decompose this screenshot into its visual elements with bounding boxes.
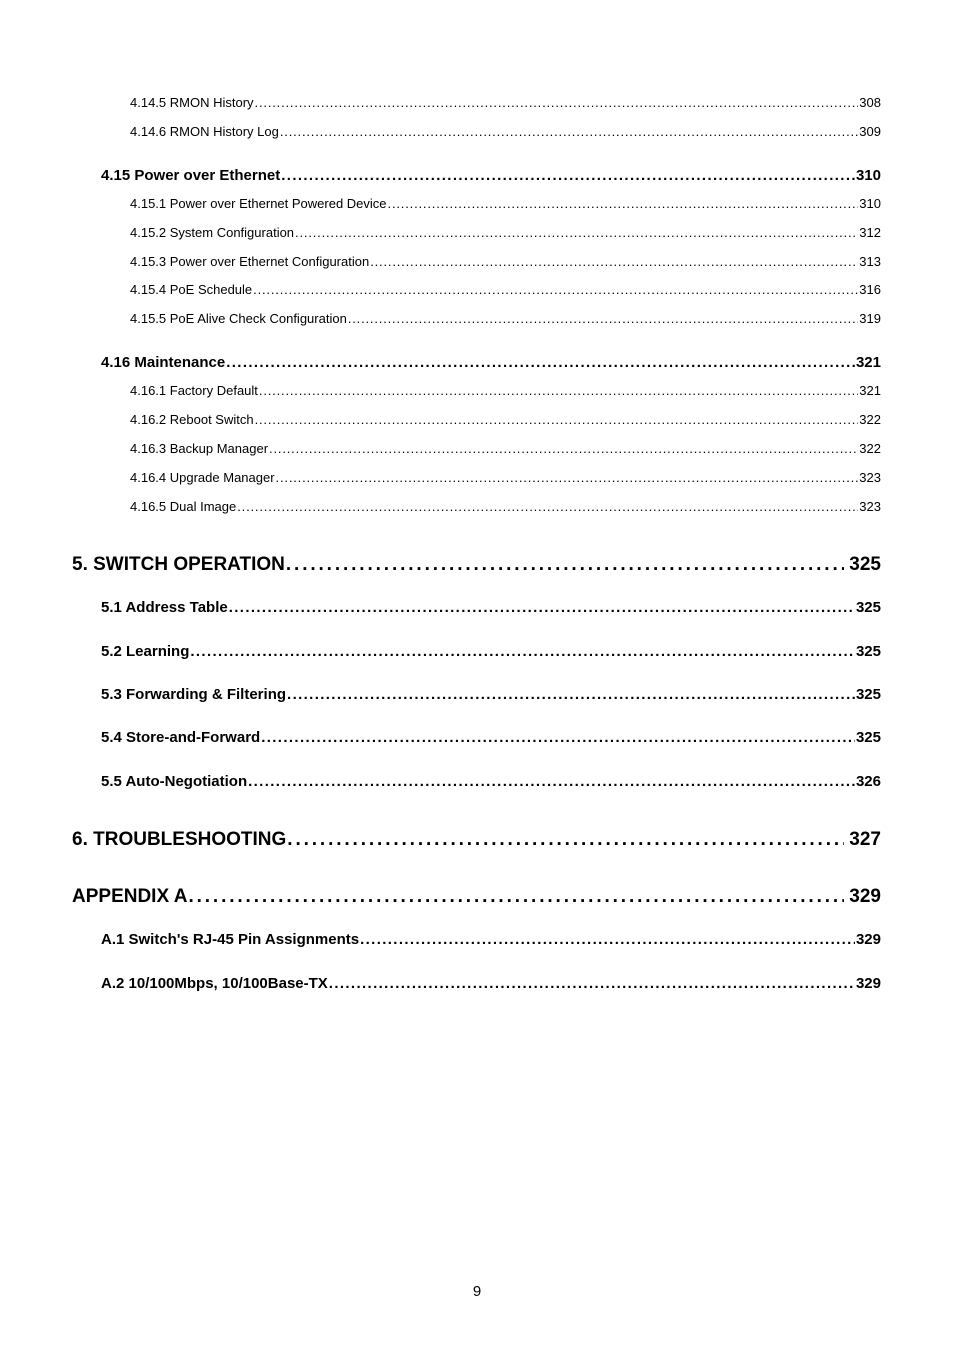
toc-entry[interactable]	[72, 829, 881, 853]
toc-entry-title: 4.14.6 RMON History Log	[130, 124, 279, 139]
toc-entry-title: A.1 Switch's RJ-45 Pin Assignments	[101, 931, 360, 948]
toc-entry-title: 5.1 Address Table	[101, 599, 228, 616]
toc-entry-page: 325	[855, 729, 881, 746]
dot-leader	[237, 499, 858, 514]
toc-entry[interactable]	[101, 975, 881, 995]
toc-entry-page: 321	[859, 383, 881, 398]
toc-entry-title: 4.16 Maintenance	[101, 354, 226, 371]
toc-entry[interactable]	[101, 354, 881, 374]
toc-entry[interactable]	[130, 282, 881, 300]
toc-entry-page: 308	[859, 95, 881, 110]
toc-entry-title: 4.15.2 System Configuration	[130, 225, 295, 240]
toc-entry-page: 310	[855, 167, 881, 184]
toc-entry[interactable]	[101, 643, 881, 663]
dot-leader	[287, 829, 844, 851]
toc-entry-title: 4.15.4 PoE Schedule	[130, 282, 253, 297]
toc-entry-title: 4.14.5 RMON History	[130, 95, 254, 110]
toc-entry[interactable]	[101, 773, 881, 793]
dot-leader	[269, 441, 858, 456]
toc-entry-page: 325	[849, 554, 881, 575]
dot-leader	[253, 282, 858, 297]
toc-entry[interactable]	[130, 412, 881, 430]
toc-entry-title: 5.4 Store-and-Forward	[101, 729, 261, 746]
dot-leader	[248, 773, 855, 790]
toc-entry[interactable]	[130, 470, 881, 488]
toc-entry[interactable]	[72, 886, 881, 910]
toc-entry-page: 329	[855, 975, 881, 992]
page-number: 9	[472, 1283, 482, 1300]
dot-leader	[286, 554, 844, 576]
dot-leader	[329, 975, 855, 992]
toc-entry-page: 316	[859, 282, 881, 297]
toc-entry-title: 5.3 Forwarding & Filtering	[101, 686, 287, 703]
toc-entry[interactable]	[101, 931, 881, 951]
toc-entry[interactable]	[130, 196, 881, 214]
toc-entry-title: 6. TROUBLESHOOTING	[72, 829, 287, 850]
toc-entry-page: 322	[859, 412, 881, 427]
toc-entry-page: 323	[859, 499, 881, 514]
toc-entry-page: 321	[855, 354, 881, 371]
toc-entry[interactable]	[130, 383, 881, 401]
toc-entry[interactable]	[101, 686, 881, 706]
dot-leader	[280, 124, 858, 139]
toc-entry[interactable]	[130, 311, 881, 329]
toc-entry-page: 313	[859, 254, 881, 269]
toc-entry-title: APPENDIX A	[72, 886, 188, 907]
toc-entry-title: 4.15.5 PoE Alive Check Configuration	[130, 311, 347, 326]
dot-leader	[255, 95, 859, 110]
toc-entry[interactable]	[130, 254, 881, 272]
toc-entry-title: 5. SWITCH OPERATION	[72, 554, 285, 575]
dot-leader	[229, 599, 855, 616]
dot-leader	[276, 470, 859, 485]
toc-entry[interactable]	[130, 95, 881, 113]
dot-leader	[190, 643, 855, 660]
toc-entry-title: 5.2 Learning	[101, 643, 190, 660]
toc-entry-title: 4.16.5 Dual Image	[130, 499, 237, 514]
toc-entry[interactable]	[130, 124, 881, 142]
toc-entry-page: 309	[859, 124, 881, 139]
toc-entry[interactable]	[72, 554, 881, 578]
toc-entry-page: 326	[855, 773, 881, 790]
toc-entry-page: 323	[859, 470, 881, 485]
toc-entry-page: 325	[855, 686, 881, 703]
toc-entry-title: 4.16.4 Upgrade Manager	[130, 470, 275, 485]
toc-entry[interactable]	[130, 225, 881, 243]
toc-entry-title: 5.5 Auto-Negotiation	[101, 773, 248, 790]
toc-entry-page: 322	[859, 441, 881, 456]
toc-entry[interactable]	[101, 167, 881, 187]
toc-entry-page: 310	[859, 196, 881, 211]
dot-leader	[287, 686, 855, 703]
dot-leader	[360, 931, 855, 948]
dot-leader	[281, 167, 855, 184]
dot-leader	[348, 311, 858, 326]
dot-leader	[188, 886, 844, 908]
toc-entry-page: 312	[859, 225, 881, 240]
dot-leader	[255, 412, 859, 427]
dot-leader	[226, 354, 855, 371]
toc-entry-title: 4.16.2 Reboot Switch	[130, 412, 254, 427]
toc-entry-title: 4.16.3 Backup Manager	[130, 441, 269, 456]
toc-entry-title: 4.16.1 Factory Default	[130, 383, 258, 398]
dot-leader	[261, 729, 855, 746]
toc-entry-page: 329	[855, 931, 881, 948]
toc-entry-title: 4.15.1 Power over Ethernet Powered Device	[130, 196, 387, 211]
toc-entry[interactable]	[130, 441, 881, 459]
toc-entry[interactable]	[130, 499, 881, 517]
dot-leader	[370, 254, 858, 269]
toc-entry-page: 325	[855, 599, 881, 616]
dot-leader	[388, 196, 859, 211]
toc-entry[interactable]	[101, 599, 881, 619]
toc-entry-title: A.2 10/100Mbps, 10/100Base-TX	[101, 975, 328, 992]
toc-entry-page: 325	[855, 643, 881, 660]
dot-leader	[295, 225, 858, 240]
toc-entry-page: 319	[859, 311, 881, 326]
toc-entry-page: 329	[849, 886, 881, 907]
toc-entry-title: 4.15.3 Power over Ethernet Configuration	[130, 254, 370, 269]
toc-entry-page: 327	[849, 829, 881, 850]
dot-leader	[259, 383, 858, 398]
toc-entry-title: 4.15 Power over Ethernet	[101, 167, 281, 184]
toc-entry[interactable]	[101, 729, 881, 749]
